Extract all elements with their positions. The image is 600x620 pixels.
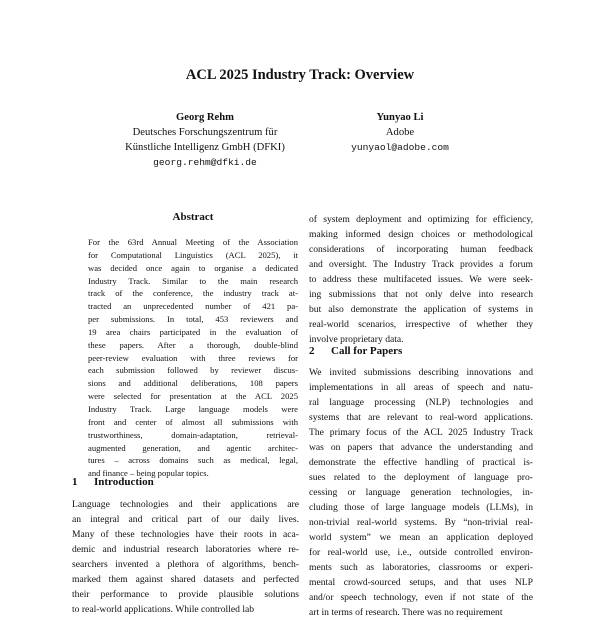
text-line: Industry Track. Large language models were <box>88 403 298 414</box>
text-line: was on papers that advance the understanding and <box>309 442 533 453</box>
text-line: non-trivial real-world systems. By “non-trivial real- <box>309 517 533 528</box>
section-number: 1 <box>72 476 78 488</box>
author-email[interactable]: yunyaol@adobe.com <box>351 142 449 153</box>
text-line: implementations in all areas of speech and natu- <box>309 382 533 393</box>
text-line: demonstrate the effective handling of practical is- <box>309 457 533 468</box>
author-block <box>90 110 320 170</box>
text-line: augmented generation, and agentic architec- <box>88 442 298 453</box>
text-line: marked them against shared datasets and perfected <box>72 574 299 585</box>
text-line: world system” we mean an application deployed <box>309 532 533 543</box>
author-name: Georg Rehm <box>176 112 234 123</box>
right-column-continuation <box>309 212 533 347</box>
text-line: these papers. After a thorough, double-blind <box>88 339 298 350</box>
text-line: demic and industrial research laboratories where re- <box>72 544 299 555</box>
text-line: tracted an unprecedented number of 421 pa- <box>88 301 298 312</box>
text-line: Industry Track. Similar to the main research <box>88 275 298 286</box>
text-line: but also demonstrate the application of systems in <box>309 304 533 315</box>
text-line: ing submissions that not only delve into research <box>309 289 533 300</box>
text-line: systems that are relevant to real-word applications. <box>309 412 533 423</box>
text-line: tures – across domains such as medical, legal, <box>88 455 298 466</box>
text-line: and/or speech technology, even if not state of the <box>309 592 533 603</box>
section-heading-call-for-papers <box>309 345 402 357</box>
text-line: each submission followed by reviewer discus- <box>88 365 298 376</box>
section-number: 2 <box>309 345 315 357</box>
text-line: cessing or language generation technologies, in- <box>309 487 533 498</box>
call-for-papers-body <box>309 365 533 620</box>
text-line: involve proprietary data. <box>309 334 404 345</box>
text-line: For the 63rd Annual Meeting of the Association <box>88 237 298 247</box>
text-line: and finance – being popular topics. <box>88 468 209 479</box>
text-line: front and center of almost all submissions with <box>88 416 298 427</box>
author-name: Yunyao Li <box>376 112 424 123</box>
section-title: Introduction <box>94 476 154 488</box>
section-heading-introduction <box>72 476 154 488</box>
introduction-body <box>72 497 299 617</box>
text-line: Many of these technologies have their roots in aca- <box>72 529 299 540</box>
text-line: We invited submissions describing innovations and <box>309 367 533 378</box>
abstract-heading: Abstract <box>172 211 214 223</box>
text-line: sions and additional deliberations, 108 papers <box>88 378 298 389</box>
author-block <box>305 110 495 155</box>
text-line: 19 area chairs participated in the evaluation of <box>88 326 298 337</box>
text-line: art in terms of research. There was no requirement <box>309 607 503 618</box>
text-line: track of the conference, the industry track at- <box>88 288 298 299</box>
text-line: sues related to the deployment of language pro- <box>309 472 533 483</box>
section-title: Call for Papers <box>331 345 403 357</box>
text-line: of system deployment and optimizing for efficiency, <box>309 214 533 225</box>
author-email[interactable]: georg.rehm@dfki.de <box>153 157 257 168</box>
text-line: to address these multifaceted issues. We were seek- <box>309 274 533 285</box>
text-line: for real-world use, i.e., outside controlled environ- <box>309 547 533 558</box>
text-line: peer-review evaluation with three reviews for <box>88 352 298 363</box>
abstract-body <box>88 236 298 480</box>
author-affiliation-line: Deutsches Forschungszentrum für <box>132 127 278 138</box>
text-line: were selected for presentation at the ACL 2025 <box>88 391 298 402</box>
text-line: to real-world applications. While controlled lab <box>72 604 255 615</box>
text-line: their performance to provide plausible solutions <box>72 589 299 600</box>
text-line: per submissions. In total, 453 reviewers and <box>88 314 298 325</box>
paper-title: ACL 2025 Industry Track: Overview <box>185 67 415 83</box>
text-line: real-world scenarios, irrespective of whether they <box>309 319 533 330</box>
text-line: ments such as laboratories, classrooms or experi- <box>309 562 533 573</box>
text-line: Language technologies and their applications are <box>72 499 299 510</box>
text-line: an integral and critical part of our daily lives. <box>72 514 299 525</box>
text-line: cluding those of large language models (LLMs), in <box>309 502 533 513</box>
text-line: The primary focus of the ACL 2025 Industry Track <box>309 427 533 438</box>
text-line: was decided once again to organise a dedicated <box>88 262 298 273</box>
text-line: searchers invented a plethora of algorithms, bench- <box>72 559 299 570</box>
text-line: for Computational Linguistics (ACL 2025), it <box>88 249 298 260</box>
text-line: considerations of incorporating human feedback <box>309 244 533 255</box>
text-line: ral language processing (NLP) technologies and <box>309 397 533 408</box>
text-line: making informed design choices or methodological <box>309 229 533 240</box>
text-line: and oversight. The Industry Track provides a forum <box>309 259 533 270</box>
text-line: mental crowd-sourced setups, and that uses NLP <box>309 577 533 588</box>
author-affiliation-line: Adobe <box>385 127 415 138</box>
author-affiliation-line: Künstliche Intelligenz GmbH (DFKI) <box>125 142 285 153</box>
text-line: trustworthiness, domain-adaptation, retrieval- <box>88 429 298 440</box>
